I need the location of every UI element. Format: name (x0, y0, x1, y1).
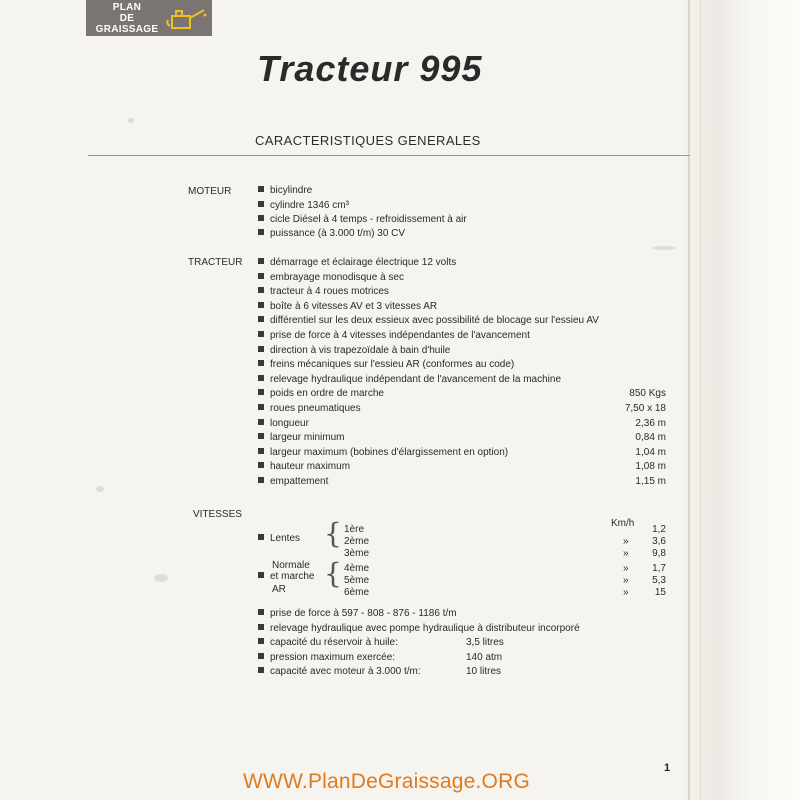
moteur-label: MOTEUR (188, 186, 232, 197)
bullet-icon (258, 667, 264, 673)
bullet-icon (258, 186, 264, 192)
bullet-icon (258, 638, 264, 644)
bullet-icon (258, 609, 264, 615)
bullet-icon (258, 302, 264, 308)
scan-smudge (652, 246, 676, 250)
tracteur-item: embrayage monodisque à sec (258, 271, 404, 285)
vitesses-extra-item: relevage hydraulique avec pompe hydraulique à distributeur incorporé (258, 622, 580, 636)
bullet-icon (258, 404, 264, 410)
vitesses-label: VITESSES (193, 509, 242, 520)
page-title: Tracteur 995 (257, 48, 483, 89)
gear-label: 3ème (344, 548, 370, 559)
tracteur-item-value: 1,08 m (635, 461, 666, 472)
tracteur-item: différentiel sur les deux essieux avec possibilité de blocage sur l'essieu AV (258, 314, 599, 328)
page-number: 1 (664, 762, 671, 774)
bullet-icon (258, 462, 264, 468)
bullet-icon (258, 360, 264, 366)
speed-value: 3,6 (652, 536, 666, 547)
logo-line-1: PLAN (112, 2, 142, 13)
vitesses-extra-value: 10 litres (466, 666, 502, 677)
tracteur-item: direction à vis trapezoïdale à bain d'huile (258, 344, 450, 358)
tracteur-item: démarrage et éclairage électrique 12 volts (258, 256, 456, 270)
plan-de-graissage-logo (86, 0, 212, 36)
bullet-icon (258, 419, 264, 425)
bullet-icon (258, 215, 264, 221)
scan-smudge (154, 574, 168, 582)
lentes-group-label: Lentes (258, 532, 300, 546)
tracteur-item-value: 2,36 m (635, 418, 666, 429)
tracteur-item: hauteur maximum (258, 460, 350, 474)
bullet-icon (258, 624, 264, 630)
tracteur-item: largeur minimum (258, 431, 344, 445)
moteur-item: cylindre 1346 cm³ (258, 199, 349, 213)
ditto-mark: » (623, 587, 629, 598)
tracteur-item: boîte à 6 vitesses AV et 3 vitesses AR (258, 300, 437, 314)
tracteur-item: roues pneumatiques (258, 402, 361, 416)
tracteur-item: prise de force à 4 vitesses indépendantes de l'avancement (258, 329, 530, 343)
vitesses-extra-item: capacité avec moteur à 3.000 t/m: (258, 665, 421, 679)
bullet-icon (258, 389, 264, 395)
bullet-icon (258, 201, 264, 207)
bullet-icon (258, 229, 264, 235)
bullet-icon (258, 534, 264, 540)
footer-watermark: WWW.PlanDeGraissage.ORG (243, 770, 530, 793)
bullet-icon (258, 448, 264, 454)
bullet-icon (258, 653, 264, 659)
ditto-mark: » (623, 536, 629, 547)
speed-value: 1,7 (652, 563, 666, 574)
gear-label: 5ème (344, 575, 370, 586)
tracteur-item: relevage hydraulique indépendant de l'avancement de la machine (258, 373, 561, 387)
speed-value: 15 (654, 587, 666, 598)
gear-label: 6ème (344, 587, 370, 598)
tracteur-item-value: 1,04 m (635, 447, 666, 458)
vitesses-extra-item: prise de force à 597 - 808 - 876 - 1186 t/m (258, 607, 457, 621)
tracteur-item: empattement (258, 475, 328, 489)
tracteur-item-value: 1,15 m (635, 476, 666, 487)
moteur-item: bicylindre (258, 184, 312, 198)
scan-smudge (128, 118, 134, 123)
gear-label: 2ème (344, 536, 370, 547)
logo-line-3: GRAISSAGE (95, 24, 159, 35)
tracteur-item: longueur (258, 417, 309, 431)
logo-line-2: DE (119, 13, 135, 24)
tracteur-item: poids en ordre de marche (258, 387, 384, 401)
tracteur-item-value: 850 Kgs (629, 388, 666, 399)
speed-unit: Km/h (611, 518, 635, 529)
vitesses-extra-item: capacité du réservoir à huile: (258, 636, 398, 650)
bullet-icon (258, 287, 264, 293)
bullet-icon (258, 572, 264, 578)
bullet-icon (258, 258, 264, 264)
moteur-item: cicle Diésel à 4 temps - refroidissement à air (258, 213, 467, 227)
bullet-icon (258, 331, 264, 337)
vitesses-extra-value: 140 atm (466, 652, 503, 663)
tracteur-item: largeur maximum (bobines d'élargissement en option) (258, 446, 508, 460)
tracteur-item: freins mécaniques sur l'essieu AR (conformes au code) (258, 358, 514, 372)
ditto-mark: » (623, 575, 629, 586)
bullet-icon (258, 346, 264, 352)
brace-lentes: { (324, 517, 342, 550)
bullet-icon (258, 375, 264, 381)
vitesses-extra-item: pression maximum exercée: (258, 651, 395, 665)
normale-label-3: AR (272, 584, 286, 595)
gear-label: 1ère (344, 524, 365, 535)
bullet-icon (258, 273, 264, 279)
normale-label-1: Normale (272, 560, 310, 571)
tracteur-label: TRACTEUR (188, 257, 243, 268)
vitesses-extra-value: 3,5 litres (466, 637, 504, 648)
oil-can-icon (166, 4, 208, 34)
normale-group-label: et marche (258, 570, 314, 584)
tracteur-item-value: 7,50 x 18 (624, 403, 666, 414)
brace-normale: { (324, 557, 342, 590)
ditto-mark: » (623, 548, 629, 559)
gear-label: 4ème (344, 563, 370, 574)
page-edge-line (688, 0, 690, 800)
speed-value: 9,8 (652, 548, 666, 559)
tracteur-item: tracteur à 4 roues motrices (258, 285, 389, 299)
section-subtitle: CARACTERISTIQUES GENERALES (255, 133, 481, 148)
page-edge-line-inner (700, 0, 701, 800)
speed-value: 1,2 (652, 524, 666, 535)
tracteur-item-value: 0,84 m (635, 432, 666, 443)
bullet-icon (258, 433, 264, 439)
divider (88, 155, 690, 156)
speed-value: 5,3 (652, 575, 666, 586)
bullet-icon (258, 316, 264, 322)
moteur-item: puissance (à 3.000 t/m) 30 CV (258, 227, 405, 241)
ditto-mark: » (623, 563, 629, 574)
bullet-icon (258, 477, 264, 483)
scan-smudge (96, 486, 104, 492)
